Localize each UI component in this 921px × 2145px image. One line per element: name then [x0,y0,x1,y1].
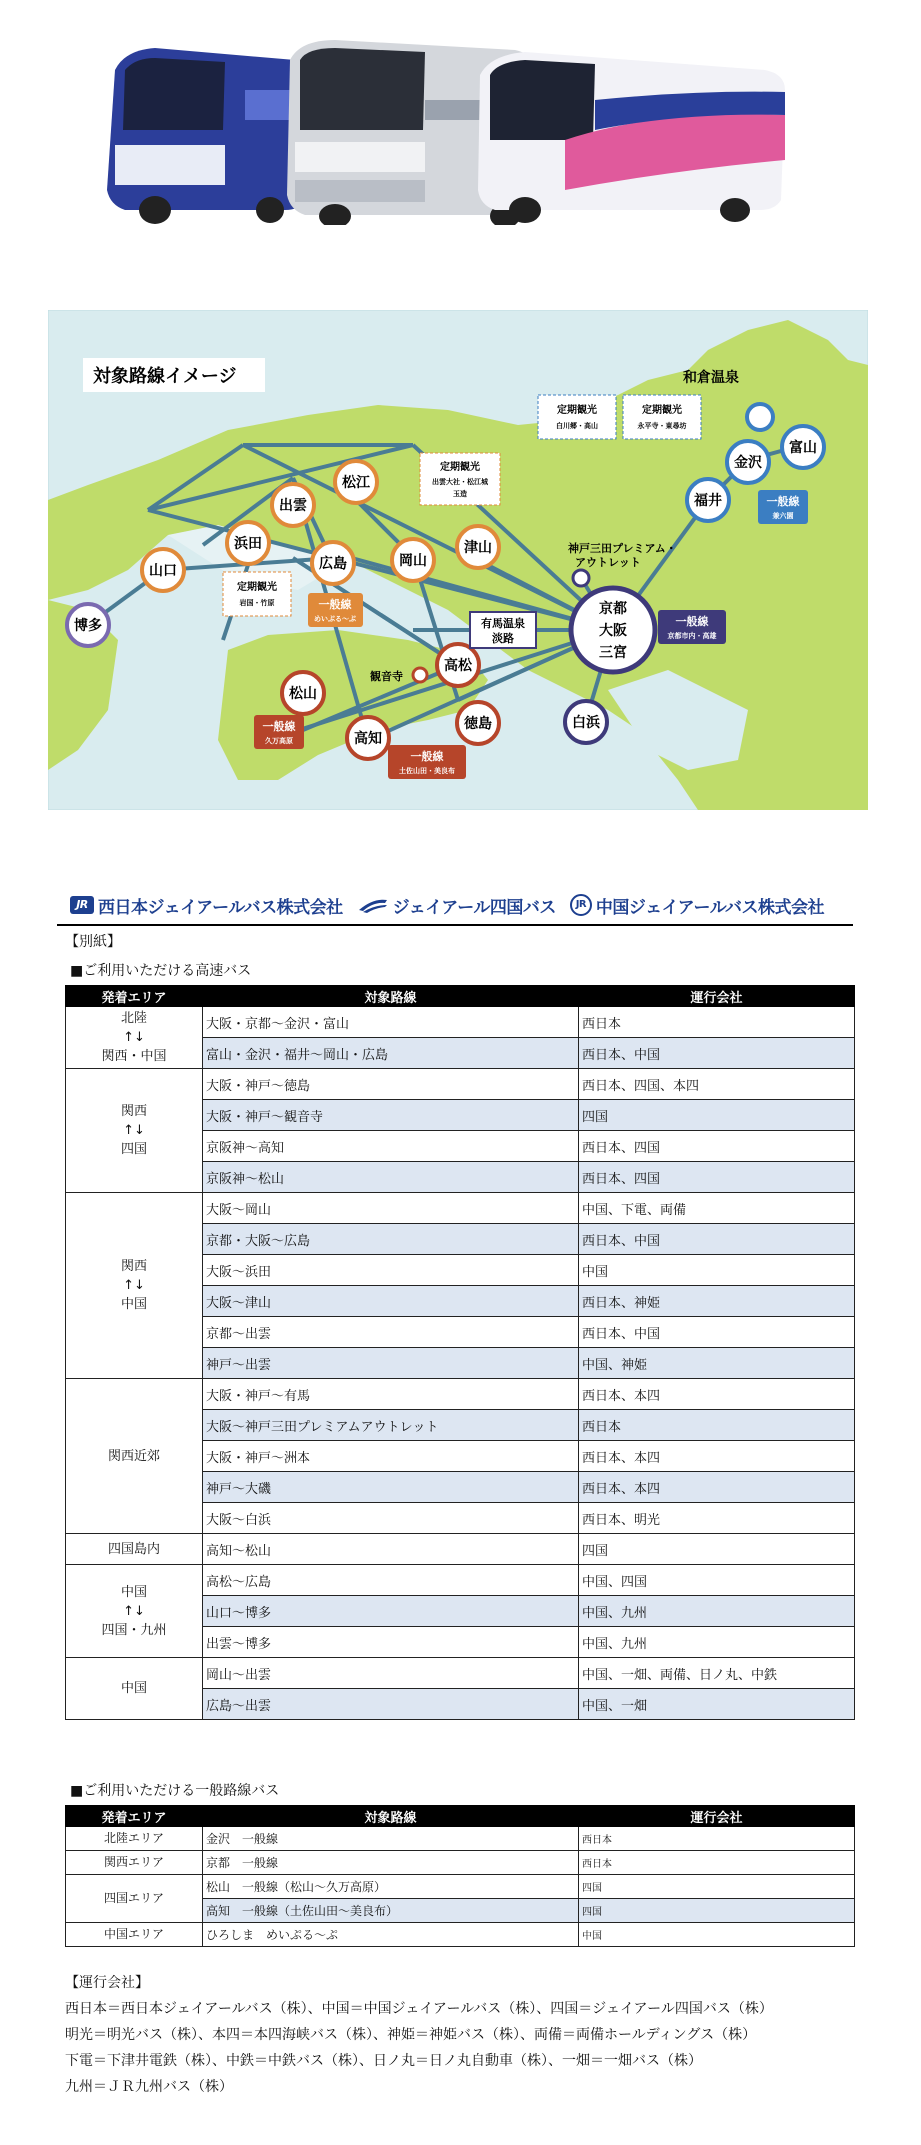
area-label: 中国 [120,1297,147,1312]
city-yamaguchi [142,549,184,591]
bessi-label: 【別紙】 [65,934,121,950]
area-label: 関西エリア [103,1855,164,1869]
route-cell: 大阪～岡山 [203,1193,579,1224]
route-cell: 大阪・神戸～有馬 [203,1379,579,1410]
area-label: 北陸エリア [103,1831,164,1845]
city-hiroshima [312,542,354,584]
logo-west-text: 西日本ジェイアールバス株式会社 [98,897,343,918]
wakura-dot [747,404,773,430]
route-map [48,310,868,810]
city-toyama [782,426,824,468]
company-cell: 四国 [579,1875,855,1899]
legend-line: 九州＝ＪＲ九州バス（株） [65,2079,233,2095]
company-cell: 中国、九州 [579,1596,855,1627]
tag-label: 一般線 [410,750,444,763]
route-cell: 大阪～津山 [203,1286,579,1317]
table-row [66,1193,855,1224]
city-label: 富山 [789,440,817,456]
area-cell [66,1875,203,1923]
area-cell [66,1565,203,1658]
tag-kanazawa [758,490,808,524]
operator-legend [65,1970,773,2100]
logo-shikoku-text: ジェイアール四国バス [392,897,556,918]
company-cell: 中国、一畑 [579,1689,855,1720]
hub-label: 京都 [599,601,627,617]
table-row [66,1658,855,1689]
arima-label-2: 淡路 [492,632,514,645]
bus-image-west [107,48,310,224]
area-label: 中国 [120,1584,147,1600]
city-hamada [227,522,269,564]
area-label: 関西・中国 [101,1049,167,1064]
kannonji-dot [413,668,427,682]
city-kanazawa [727,441,769,483]
city-label: 福井 [694,493,722,509]
company-cell: 中国、一畑、両備、日ノ丸、中鉄 [579,1658,855,1689]
route-cell: ひろしま めいぷる～ぷ [203,1923,579,1947]
table-row [66,1565,855,1596]
hub-label: 三宮 [599,645,627,661]
route-cell: 松山 一般線（松山～久万高原） [203,1875,579,1899]
city-label: 高知 [354,731,382,747]
route-cell: 山口～博多 [203,1596,579,1627]
tag-sub: 土佐山田・美良布 [399,767,455,775]
route-cell: 京都 一般線 [203,1851,579,1875]
route-cell: 広島～出雲 [203,1689,579,1720]
city-izumo [272,484,314,526]
company-cell: 四国 [579,1100,855,1131]
route-cell: 大阪・京都～金沢・富山 [203,1007,579,1038]
route-cell: 大阪・神戸～洲本 [203,1441,579,1472]
city-label: 白浜 [572,715,600,731]
route-cell: 大阪～神戸三田プレミアムアウトレット [203,1410,579,1441]
legend-title: 【運行会社】 [65,1975,149,1991]
area-label: 関西 [120,1259,147,1274]
teiki-sub: 白川郷・高山 [556,422,598,430]
teiki-sub: 出雲大社・松江城 [432,478,488,486]
header-company: 運行会社 [579,986,855,1007]
area-cell [66,1193,203,1379]
logo-west-jr-bus [70,893,343,918]
city-label: 山口 [149,563,177,579]
company-cell: 四国 [579,1534,855,1565]
city-label: 松山 [289,686,317,702]
route-cell: 京阪神～松山 [203,1162,579,1193]
legend-line: 西日本＝西日本ジェイアールバス（株）、中国＝中国ジェイアールバス（株）、四国＝ジェイアール四国バス（株） [65,2001,773,2017]
header-area: 発着エリア [66,1806,203,1827]
route-cell: 大阪・神戸～観音寺 [203,1100,579,1131]
city-tokushima [457,702,499,744]
company-cell: 西日本、四国、本四 [579,1069,855,1100]
area-cell [66,1923,203,1947]
route-cell: 高知 一般線（土佐山田～美良布） [203,1899,579,1923]
company-cell: 西日本、四国 [579,1162,855,1193]
area-label: 中国エリア [103,1927,164,1941]
city-label: 博多 [74,618,102,634]
city-label: 広島 [319,556,347,572]
tag-label: 一般線 [675,615,709,628]
route-cell: 大阪～白浜 [203,1503,579,1534]
company-cell: 西日本、明光 [579,1503,855,1534]
legend-line: 明光＝明光バス（株）、本四＝本四海峡バス（株）、神姫＝神姫バス（株）、両備＝両備ホールディングス（株） [65,2027,757,2043]
area-label: 中国 [120,1681,147,1696]
route-cell: 富山・金沢・福井～岡山・広島 [203,1038,579,1069]
area-cell [66,1379,203,1534]
city-label: 岡山 [399,553,427,569]
city-matsue [335,461,377,503]
company-cell: 西日本、本四 [579,1441,855,1472]
area-label: 四国・九州 [101,1622,167,1638]
swoosh-icon [357,896,389,914]
area-label: ↑↓ [123,1030,145,1045]
table-row [66,1534,855,1565]
company-cell: 中国 [579,1255,855,1286]
city-shirahama [565,701,607,743]
area-cell [66,1069,203,1193]
tag-label: 一般線 [318,598,352,611]
area-cell [66,1007,203,1069]
section-express-title: ■ご利用いただける高速バス [70,963,252,979]
teiki-label: 定期観光 [237,582,277,593]
table-header-row [66,986,855,1007]
company-cell: 西日本 [579,1827,855,1851]
map-title: 対象路線イメージ [93,366,237,387]
company-cell: 西日本 [579,1410,855,1441]
header-company: 運行会社 [579,1806,855,1827]
route-cell: 京都～出雲 [203,1317,579,1348]
city-tsuyama [457,526,499,568]
city-label: 徳島 [464,716,492,732]
table-row [66,1379,855,1410]
section-local-title: ■ご利用いただける一般路線バス [70,1783,280,1799]
teiki-box-iwami [223,572,291,616]
area-cell [66,1851,203,1875]
area-label: 四国 [120,1142,147,1157]
route-cell: 金沢 一般線 [203,1827,579,1851]
tag-sub: 久万高原 [265,737,293,745]
company-cell: 中国、神姫 [579,1348,855,1379]
logo-chugoku-jr-bus [570,893,824,918]
route-cell: 岡山～出雲 [203,1658,579,1689]
company-cell: 四国 [579,1899,855,1923]
arima-label-1: 有馬温泉 [481,617,525,630]
tag-kumakogen [254,715,304,749]
area-label: 関西近郊 [107,1448,160,1464]
table-row [66,1007,855,1038]
header-route: 対象路線 [203,1806,579,1827]
teiki-box-izumo [420,453,500,505]
area-label: 関西 [120,1104,147,1119]
area-label: 四国島内 [107,1541,160,1557]
teiki-box-shirakawa [538,395,616,439]
company-cell: 中国、下電、両備 [579,1193,855,1224]
area-cell [66,1658,203,1720]
route-map-graphic [48,310,868,810]
header-route: 対象路線 [203,986,579,1007]
company-cell: 西日本、神姫 [579,1286,855,1317]
company-cell: 中国 [579,1923,855,1947]
table-row [66,1069,855,1100]
route-cell: 出雲～博多 [203,1627,579,1658]
teiki-label: 定期観光 [440,462,480,473]
city-label: 出雲 [279,498,307,514]
route-cell: 大阪～浜田 [203,1255,579,1286]
company-cell: 西日本、本四 [579,1379,855,1410]
tag-label: 一般線 [766,495,800,508]
tag-kyoto [658,610,726,644]
company-logos [70,890,850,920]
label-kannonji: 観音寺 [370,670,403,683]
table-row [66,1827,855,1851]
city-label: 高松 [444,658,472,674]
teiki-sub: 永平寺・東尋坊 [637,422,687,430]
route-cell: 神戸～出雲 [203,1348,579,1379]
area-cell [66,1827,203,1851]
divider [57,924,853,926]
logo-shikoku-jr-bus [357,893,556,918]
teiki-label: 定期観光 [557,405,597,416]
city-takamatsu [437,644,479,686]
table-row [66,1923,855,1947]
route-cell: 高松～広島 [203,1565,579,1596]
city-label: 浜田 [234,536,262,552]
route-cell: 京阪神～高知 [203,1131,579,1162]
table-row [66,1851,855,1875]
company-cell: 西日本、本四 [579,1472,855,1503]
company-cell: 西日本、中国 [579,1038,855,1069]
tag-meipuru [308,593,363,627]
header-area: 発着エリア [66,986,203,1007]
route-cell: 神戸～大磯 [203,1472,579,1503]
company-cell: 西日本 [579,1851,855,1875]
company-cell: 西日本、中国 [579,1224,855,1255]
teiki-sub: 玉造 [453,490,467,498]
city-fukui [687,479,729,521]
company-cell: 西日本 [579,1007,855,1038]
hub-label: 大阪 [599,623,627,639]
teiki-sub: 岩国・竹原 [239,599,275,607]
area-label: ↑↓ [123,1278,145,1293]
hub-kyoto-osaka-sannomiya [571,588,655,672]
city-label: 松江 [342,475,370,491]
local-bus-table [65,1805,855,1947]
route-cell: 京都・大阪～広島 [203,1224,579,1255]
city-label: 金沢 [734,455,762,471]
area-label: ↑↓ [123,1603,145,1619]
table-row [66,1875,855,1899]
teiki-box-eiheiji [623,395,701,439]
express-bus-table [65,985,855,1720]
area-label: ↑↓ [123,1123,145,1138]
jr-circle-icon: JR [570,894,592,916]
city-kochi [347,717,389,759]
company-cell: 西日本、四国 [579,1131,855,1162]
label-wakura: 和倉温泉 [683,370,739,386]
company-cell: 中国、九州 [579,1627,855,1658]
teiki-label: 定期観光 [642,405,682,416]
area-label: 四国エリア [103,1891,164,1905]
label-outlet-1: 神戸三田プレミアム・ [568,542,677,555]
area-cell [66,1534,203,1565]
area-label: 北陸 [120,1011,147,1026]
route-cell: 高知～松山 [203,1534,579,1565]
bus-image-shikoku [478,52,785,223]
table-header-row [66,1806,855,1827]
tag-label: 一般線 [262,720,296,733]
city-okayama [392,539,434,581]
city-matsuyama [282,672,324,714]
company-cell: 中国、四国 [579,1565,855,1596]
tag-sub: めいぷる～ぷ [314,615,356,623]
city-label: 津山 [464,540,492,556]
tag-sub: 京都市内・高雄 [667,632,717,640]
city-hakata [67,604,109,646]
tag-tosa [388,745,466,779]
legend-line: 下電＝下津井電鉄（株）、中鉄＝中鉄バス（株）、日ノ丸＝日ノ丸自動車（株）、一畑＝一畑バス（株） [65,2053,702,2069]
bus-photos [95,30,795,225]
outlet-dot [573,570,589,586]
jr-mark-icon: JR [70,896,94,914]
company-cell: 西日本、中国 [579,1317,855,1348]
label-outlet-2: アウトレット [575,556,641,569]
tag-sub: 兼六園 [772,512,794,520]
logo-chugoku-text: 中国ジェイアールバス株式会社 [595,897,825,918]
route-cell: 大阪・神戸～徳島 [203,1069,579,1100]
